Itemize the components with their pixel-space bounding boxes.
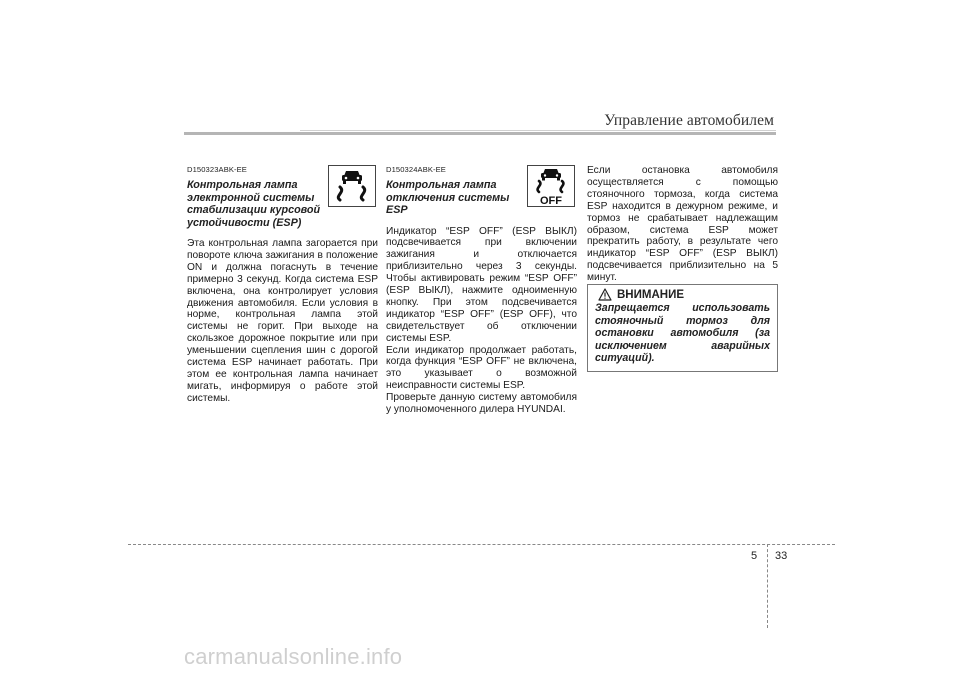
body-paragraph: Эта контрольная лампа загорается при повороте ключа зажигания в положение ON и должна погаснуть в течение примерно 3 секунд. Когда система ESP включена, она контролирует условия движения автомобиля. Если условия в норме, контрольная лампа этой системы не горит. При выходе на скользкое дорожное покрытие или при уменьшении сцепления шин с дорогой система ESP начинает работать. При этом ее контрольная лампа начинает мигать, информируя о работе этой системы.	[187, 238, 378, 404]
section-title-line: стабилизации курсовой	[187, 204, 321, 216]
page-number: 33	[775, 550, 788, 562]
section-code: D150324ABK-EE	[386, 165, 446, 174]
warning-title: ВНИМАНИЕ	[617, 288, 685, 301]
section-title-line: Контрольная лампа	[187, 179, 298, 191]
footer-divider	[128, 544, 835, 545]
esp-off-icon-label: OFF	[540, 195, 562, 206]
section-title-line: электронной системы	[187, 191, 315, 204]
section-code: D150323ABK-EE	[187, 165, 247, 174]
page-section-number: 5	[751, 550, 758, 562]
section-title-line: отключения системы	[386, 191, 510, 204]
body-paragraph: Проверьте данную систему автомобиля у уполномоченного дилера HYUNDAI.	[386, 392, 577, 416]
body-paragraph: Если индикатор продолжает работать, когда функция “ESP OFF” не включена, это указывает о возможной неисправности системы ESP.	[386, 344, 577, 392]
body-paragraph: Индикатор “ESP OFF” (ESP ВЫКЛ) подсвечивается при включении зажигания и отключается приблизительно через 3 секунды. Чтобы активировать режим “ESP OFF” (ESP ВЫКЛ), нажмите одноименную кнопку. При этом подсвечивается индикатор “ESP OFF” (ESP OFF), что свидетельствует об отключении системы ESP.	[386, 225, 577, 344]
warning-header	[598, 288, 770, 301]
section-title-line: ESP	[386, 204, 408, 216]
header-rule	[184, 132, 776, 135]
footer-divider-vertical	[767, 544, 768, 628]
section-body	[187, 238, 378, 405]
section-title-line: Контрольная лампа	[386, 179, 497, 191]
note-paragraph: Если остановка автомобиля осуществляется с помощью стояночного тормоза, когда система ESP находится в дежурном режиме, и тормоз не срабатывает надлежащим образом, система ESP может прекратить работу, в результате чего индикатор “ESP OFF” (ESP ВЫКЛ) подсвечивается приблизительно на 5 минут.	[587, 165, 778, 284]
warning-text: Запрещается использовать стояночный тормоз для остановки автомобиля (за исключением аварийных ситуаций).	[595, 302, 770, 365]
watermark: carmanualsonline.info	[184, 644, 403, 669]
esp-skid-icon	[328, 165, 376, 207]
esp-off-icon	[527, 165, 575, 207]
section-body	[386, 226, 577, 417]
warning-box	[587, 284, 778, 372]
section-title-line: устойчивости (ESP)	[187, 216, 302, 229]
warning-triangle-icon	[598, 288, 612, 301]
esp-note-column	[587, 165, 778, 284]
chapter-title: Управление автомобилем	[604, 112, 774, 129]
header-rule-thin	[300, 130, 776, 131]
